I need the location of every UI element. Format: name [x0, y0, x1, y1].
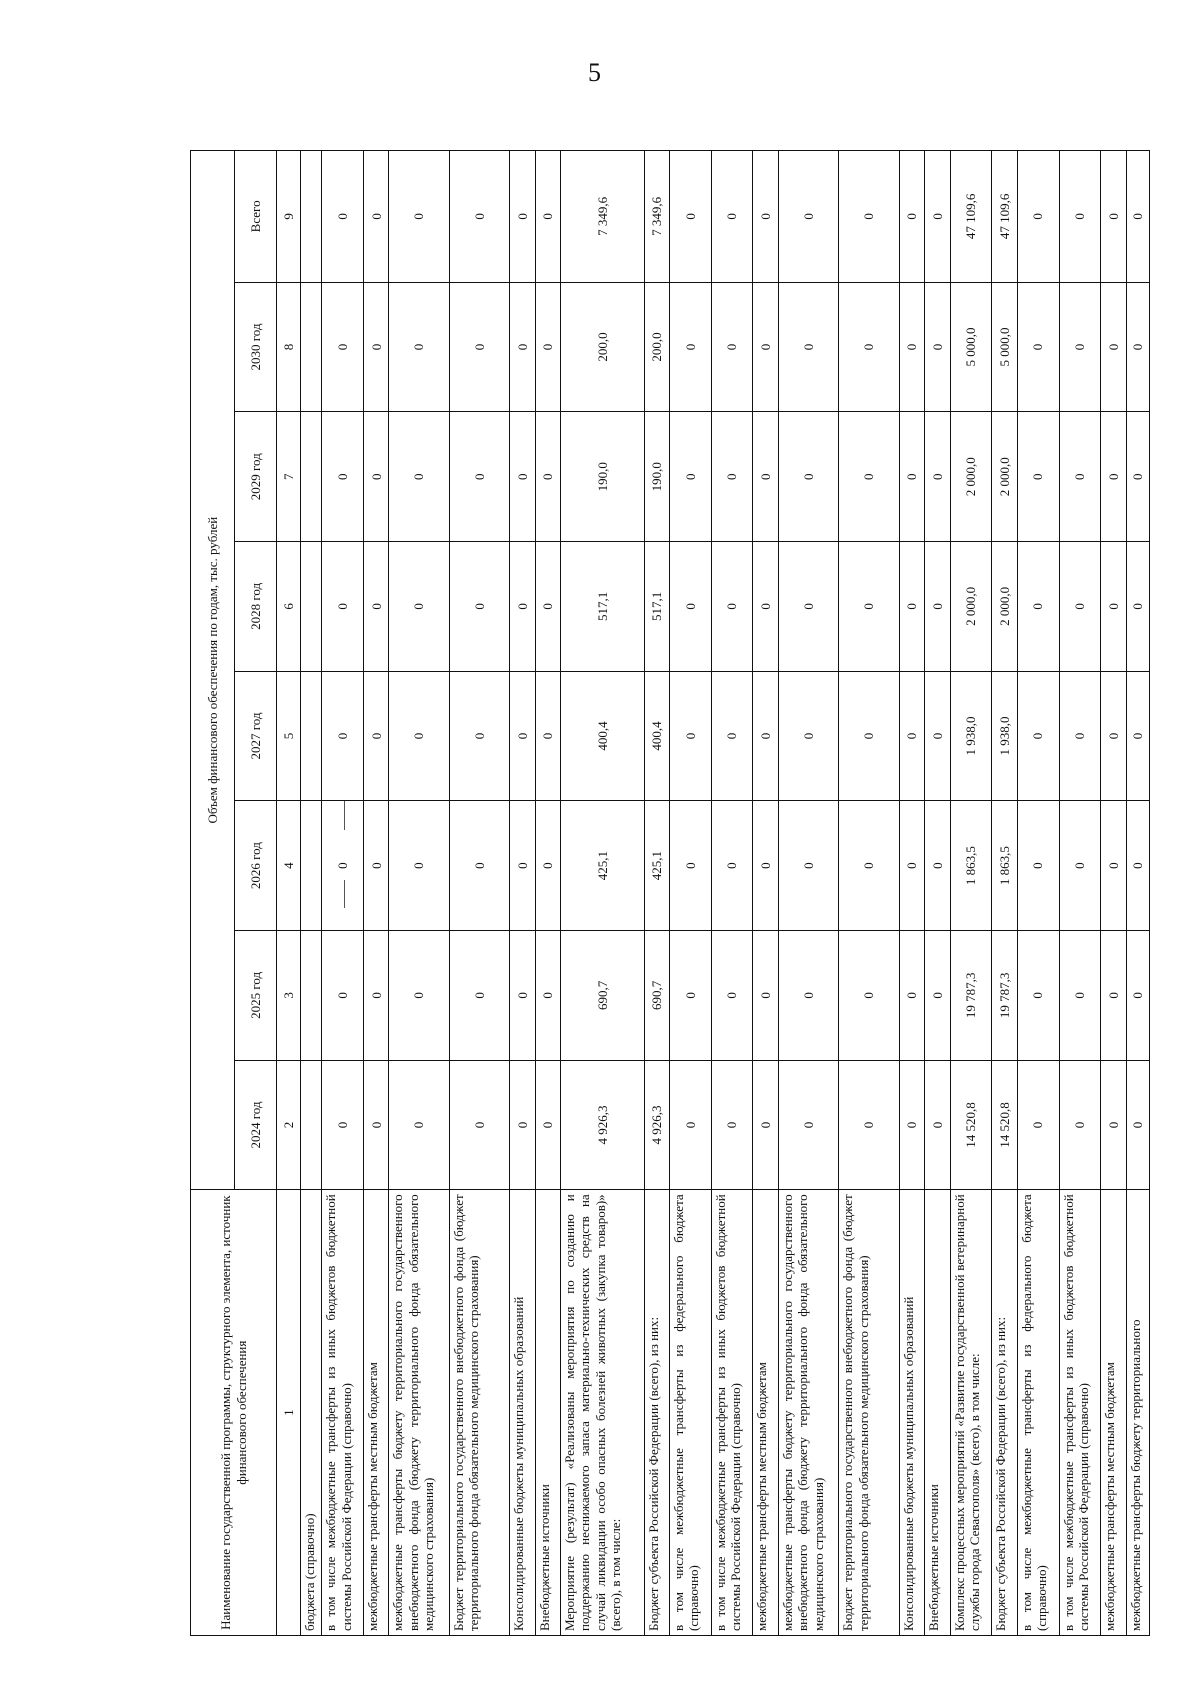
total-cell: 0 [1059, 151, 1101, 283]
year-value-cell: 5 000,0 [992, 282, 1018, 412]
total-cell: 0 [449, 151, 509, 283]
total-cell: 0 [778, 151, 838, 283]
column-number: 5 [277, 671, 301, 801]
year-value-cell: 1 938,0 [992, 671, 1018, 801]
year-value-cell: 0 [322, 671, 364, 801]
year-value-cell: 14 520,8 [992, 1060, 1018, 1190]
year-value-cell: 0 [1101, 542, 1127, 672]
row-name-cell: межбюджетные трансферты бюджету территориального государственного внебюджетного фонда (бюджету территориального фонда обязательного медицинского страхования) [778, 1190, 838, 1636]
table-row [389, 151, 449, 1636]
year-value-cell: 0 [363, 282, 389, 412]
row-name-cell: в том числе межбюджетные трансферты из иных бюджетов бюджетной системы Российской Федерации (справочно) [1059, 1190, 1101, 1636]
year-value-cell: 0 [363, 671, 389, 801]
year-value-cell: 0 [535, 671, 561, 801]
year-header: 2025 год [235, 931, 277, 1061]
year-value-cell: 0 [1101, 412, 1127, 542]
table-row [1101, 151, 1127, 1636]
table-row [1059, 151, 1101, 1636]
year-value-cell: 0 [1017, 282, 1059, 412]
row-name-cell: в том числе межбюджетные трансферты из федерального бюджета (справочно) [670, 1190, 712, 1636]
year-value-cell: 1 863,5 [992, 801, 1018, 931]
total-cell: 0 [839, 151, 899, 283]
year-value-cell: 0 [778, 412, 838, 542]
name-column-header: Наименование государственной программы, структурного элемента, источник финансового обеспечения [191, 1190, 277, 1636]
year-value-cell: 0 [510, 282, 536, 412]
year-value-cell: 200,0 [561, 282, 644, 412]
column-number: 7 [277, 412, 301, 542]
year-value-cell: 0 [839, 931, 899, 1061]
year-value-cell: 0 [1059, 282, 1101, 412]
year-value-cell: 0 [711, 671, 753, 801]
page-number: 5 [588, 58, 601, 87]
total-cell: 47 109,6 [992, 151, 1018, 283]
year-value-cell: 0 [363, 931, 389, 1061]
year-value-cell: 0 [449, 1060, 509, 1190]
year-value-cell: 0 [449, 671, 509, 801]
table-row [950, 151, 992, 1636]
year-value-cell: 0 [322, 931, 364, 1061]
total-cell: 7 349,6 [561, 151, 644, 283]
table-row [510, 151, 536, 1636]
year-value-cell: 0 [322, 412, 364, 542]
total-cell: 7 349,6 [644, 151, 670, 283]
total-cell: 0 [1017, 151, 1059, 283]
year-value-cell: 0 [322, 542, 364, 672]
table-row [561, 151, 644, 1636]
column-number: 6 [277, 542, 301, 672]
year-value-cell: 0 [1059, 931, 1101, 1061]
year-value-cell: 0 [535, 1060, 561, 1190]
year-value-cell [301, 931, 322, 1061]
year-value-cell: 0 [389, 801, 449, 931]
row-name-cell: бюджета (справочно) [301, 1190, 322, 1636]
row-name-cell: в том числе межбюджетные трансферты из федерального бюджета (справочно) [1017, 1190, 1059, 1636]
year-value-cell: 0 [925, 931, 951, 1061]
year-header: 2024 год [235, 1060, 277, 1190]
year-value-cell: 425,1 [561, 801, 644, 931]
year-value-cell: 0 [322, 282, 364, 412]
column-numbers-row [277, 151, 301, 1636]
year-value-cell: 0 [839, 671, 899, 801]
year-value-cell: 0 [839, 412, 899, 542]
financing-table [190, 150, 1150, 1636]
year-value-cell: 0 [670, 801, 712, 931]
column-number: 9 [277, 151, 301, 283]
table-row [1126, 151, 1149, 1636]
year-value-cell: 0 [1126, 412, 1149, 542]
table-row [670, 151, 712, 1636]
table-row [992, 151, 1018, 1636]
year-value-cell: 0 [711, 801, 753, 931]
year-value-cell: 0 [389, 542, 449, 672]
year-value-cell: 0 [510, 1060, 536, 1190]
year-value-cell: 0 [670, 671, 712, 801]
table-row [899, 151, 925, 1636]
year-value-cell: 0 [839, 542, 899, 672]
year-value-cell: 0 [1017, 542, 1059, 672]
table-row [301, 151, 322, 1636]
year-value-cell: 190,0 [644, 412, 670, 542]
year-value-cell: 690,7 [561, 931, 644, 1061]
year-value-cell: 1 863,5 [950, 801, 992, 931]
year-value-cell: 0 [839, 1060, 899, 1190]
row-name-cell: межбюджетные трансферты местным бюджетам [363, 1190, 389, 1636]
year-value-cell: 0 [711, 412, 753, 542]
year-value-cell: 0 [839, 282, 899, 412]
year-value-cell: 4 926,3 [561, 1060, 644, 1190]
table-row [839, 151, 899, 1636]
row-name-cell: Внебюджетные источники [535, 1190, 561, 1636]
table-row [449, 151, 509, 1636]
row-name-cell: Бюджет субъекта Российской Федерации (всего), из них: [644, 1190, 670, 1636]
table-row [535, 151, 561, 1636]
total-cell [301, 151, 322, 283]
table-row [778, 151, 838, 1636]
year-value-cell: 0 [1126, 801, 1149, 931]
year-value-cell: 0 [535, 542, 561, 672]
row-name-cell: межбюджетные трансферты местным бюджетам [753, 1190, 779, 1636]
row-name-cell: межбюджетные трансферты бюджету территориального [1126, 1190, 1149, 1636]
table-row [644, 151, 670, 1636]
year-value-cell: 0 [1017, 931, 1059, 1061]
total-cell: 47 109,6 [950, 151, 992, 283]
row-name-cell: в том числе межбюджетные трансферты из иных бюджетов бюджетной системы Российской Федерации (справочно) [711, 1190, 753, 1636]
year-value-cell: 2 000,0 [992, 542, 1018, 672]
year-value-cell: 0 [1017, 801, 1059, 931]
year-value-cell: 0 [1017, 412, 1059, 542]
year-value-cell: 0 [899, 801, 925, 931]
year-value-cell: 0 [363, 801, 389, 931]
year-value-cell: 400,4 [644, 671, 670, 801]
year-value-cell: 0 [1059, 1060, 1101, 1190]
year-value-cell: 0 [510, 412, 536, 542]
year-value-cell: 0 [670, 542, 712, 672]
total-cell: 0 [899, 151, 925, 283]
year-value-cell [301, 412, 322, 542]
year-value-cell: 0 [925, 282, 951, 412]
year-value-cell: 425,1 [644, 801, 670, 931]
year-value-cell: 0 [753, 282, 779, 412]
year-value-cell: 0 [925, 412, 951, 542]
year-value-cell: 517,1 [644, 542, 670, 672]
year-value-cell: 0 [389, 412, 449, 542]
year-value-cell: 0 [1017, 1060, 1059, 1190]
row-name-cell: Консолидированные бюджеты муниципальных образований [510, 1190, 536, 1636]
table-row [711, 151, 753, 1636]
year-value-cell: 0 [1126, 282, 1149, 412]
total-cell: 0 [925, 151, 951, 283]
year-value-cell: 0 [322, 1060, 364, 1190]
year-value-cell: 0 [899, 542, 925, 672]
table-row [363, 151, 389, 1636]
year-value-cell: 0 [778, 801, 838, 931]
rotated-content [190, 150, 1150, 1636]
year-value-cell: 0 [322, 801, 364, 931]
total-cell: 0 [363, 151, 389, 283]
year-value-cell: 0 [899, 412, 925, 542]
year-value-cell [301, 671, 322, 801]
year-header: 2028 год [235, 542, 277, 672]
row-name-cell: в том числе межбюджетные трансферты из иных бюджетов бюджетной системы Российской Федерации (справочно) [322, 1190, 364, 1636]
year-value-cell: 0 [925, 1060, 951, 1190]
total-cell: 0 [389, 151, 449, 283]
year-value-cell: 0 [753, 1060, 779, 1190]
year-value-cell: 0 [899, 282, 925, 412]
year-value-cell: 0 [1101, 1060, 1127, 1190]
row-name-cell: Бюджет территориального государственного внебюджетного фонда (бюджет территориального фонда обязательного медицинского страхования) [839, 1190, 899, 1636]
row-name-cell: Комплекс процессных мероприятий «Развитие государственной ветеринарной службы города Севастополя» (всего), в том числе: [950, 1190, 992, 1636]
year-header: 2029 год [235, 412, 277, 542]
year-value-cell: 0 [778, 1060, 838, 1190]
year-value-cell: 0 [1126, 542, 1149, 672]
total-cell: 0 [753, 151, 779, 283]
row-name-cell: межбюджетные трансферты бюджету территориального государственного внебюджетного фонда (бюджету территориального фонда обязательного медицинского страхования) [389, 1190, 449, 1636]
year-value-cell: 0 [899, 931, 925, 1061]
year-value-cell: 0 [449, 542, 509, 672]
year-header: 2030 год [235, 282, 277, 412]
year-value-cell: 0 [778, 671, 838, 801]
column-number: 2 [277, 1060, 301, 1190]
year-header: 2026 год [235, 801, 277, 931]
row-name-cell: Внебюджетные источники [925, 1190, 951, 1636]
total-cell: 0 [1126, 151, 1149, 283]
year-value-cell: 0 [535, 412, 561, 542]
year-value-cell: 0 [711, 282, 753, 412]
year-value-cell: 0 [1126, 1060, 1149, 1190]
year-value-cell: 0 [778, 282, 838, 412]
year-value-cell: 690,7 [644, 931, 670, 1061]
year-value-cell: 0 [711, 542, 753, 672]
year-value-cell [301, 282, 322, 412]
year-value-cell: 0 [670, 412, 712, 542]
year-value-cell: 0 [1126, 671, 1149, 801]
table-row [1017, 151, 1059, 1636]
total-cell: 0 [322, 151, 364, 283]
row-name-cell: межбюджетные трансферты местным бюджетам [1101, 1190, 1127, 1636]
total-cell: 0 [535, 151, 561, 283]
year-value-cell: 0 [1059, 412, 1101, 542]
year-value-cell: 0 [449, 931, 509, 1061]
year-value-cell: 0 [753, 801, 779, 931]
total-cell: 0 [510, 151, 536, 283]
year-value-cell: 0 [1059, 542, 1101, 672]
year-value-cell: 0 [899, 1060, 925, 1190]
year-value-cell: 5 000,0 [950, 282, 992, 412]
year-value-cell: 0 [510, 801, 536, 931]
year-value-cell: 0 [1101, 801, 1127, 931]
year-value-cell: 0 [1126, 931, 1149, 1061]
year-value-cell: 0 [839, 801, 899, 931]
year-value-cell: 14 520,8 [950, 1060, 992, 1190]
year-value-cell: 0 [899, 671, 925, 801]
row-name-cell: Мероприятие (результат) «Реализованы мероприятия по созданию и поддержанию неснижаемого запаса материально-технических средств на случай ликвидации особо опасных болезней животных (закупка товаров)» (всего), в том числе: [561, 1190, 644, 1636]
year-value-cell: 2 000,0 [950, 542, 992, 672]
year-value-cell: 0 [711, 931, 753, 1061]
year-value-cell: 0 [1101, 931, 1127, 1061]
year-value-cell: 0 [1017, 671, 1059, 801]
row-name-cell: Бюджет территориального государственного внебюджетного фонда (бюджет территориального фонда обязательного медицинского страхования) [449, 1190, 509, 1636]
year-value-cell: 0 [535, 931, 561, 1061]
column-number: 1 [277, 1190, 301, 1636]
year-value-cell: 0 [510, 542, 536, 672]
year-value-cell: 2 000,0 [950, 412, 992, 542]
year-value-cell [301, 1060, 322, 1190]
year-value-cell: 19 787,3 [992, 931, 1018, 1061]
year-value-cell: 0 [711, 1060, 753, 1190]
year-value-cell: 0 [389, 931, 449, 1061]
header-group-row [191, 151, 235, 1636]
year-value-cell: 0 [670, 931, 712, 1061]
year-value-cell: 0 [449, 412, 509, 542]
year-value-cell: 0 [778, 542, 838, 672]
volume-group-header: Объем финансового обеспечения по годам, тыс. рублей [191, 151, 235, 1190]
financing-table-sheet [190, 150, 1150, 1636]
year-value-cell: 0 [925, 542, 951, 672]
year-value-cell: 0 [753, 412, 779, 542]
year-value-cell: 400,4 [561, 671, 644, 801]
year-value-cell: 0 [510, 671, 536, 801]
year-value-cell: 0 [363, 412, 389, 542]
table-body [301, 151, 1150, 1636]
year-value-cell: 517,1 [561, 542, 644, 672]
column-number: 4 [277, 801, 301, 931]
column-number: 8 [277, 282, 301, 412]
year-value-cell: 2 000,0 [992, 412, 1018, 542]
table-row [753, 151, 779, 1636]
year-value-cell: 190,0 [561, 412, 644, 542]
total-cell: 0 [711, 151, 753, 283]
year-value-cell: 4 926,3 [644, 1060, 670, 1190]
year-value-cell: 200,0 [644, 282, 670, 412]
year-value-cell: 0 [1059, 671, 1101, 801]
year-value-cell: 19 787,3 [950, 931, 992, 1061]
total-cell: 0 [1101, 151, 1127, 283]
year-value-cell: 0 [449, 282, 509, 412]
year-value-cell: 0 [389, 671, 449, 801]
year-value-cell: 0 [1059, 801, 1101, 931]
year-value-cell: 0 [753, 542, 779, 672]
year-value-cell: 0 [535, 801, 561, 931]
year-value-cell: 0 [1101, 282, 1127, 412]
row-name-cell: Консолидированные бюджеты муниципальных образований [899, 1190, 925, 1636]
year-header: 2027 год [235, 671, 277, 801]
row-name-cell: Бюджет субъекта Российской Федерации (всего), из них: [992, 1190, 1018, 1636]
column-number: 3 [277, 931, 301, 1061]
year-value-cell: 0 [363, 542, 389, 672]
year-value-cell: 0 [670, 282, 712, 412]
total-cell: 0 [670, 151, 712, 283]
year-value-cell [301, 801, 322, 931]
year-value-cell [301, 542, 322, 672]
year-value-cell: 0 [925, 671, 951, 801]
year-value-cell: 0 [389, 1060, 449, 1190]
year-value-cell: 0 [925, 801, 951, 931]
year-value-cell: 0 [670, 1060, 712, 1190]
year-value-cell: 0 [535, 282, 561, 412]
year-value-cell: 0 [510, 931, 536, 1061]
year-value-cell: 0 [363, 1060, 389, 1190]
table-row [925, 151, 951, 1636]
table-row [322, 151, 364, 1636]
year-value-cell: 0 [389, 282, 449, 412]
year-value-cell: 0 [778, 931, 838, 1061]
year-value-cell: 0 [753, 671, 779, 801]
year-value-cell: 0 [1101, 671, 1127, 801]
year-value-cell: 0 [753, 931, 779, 1061]
year-value-cell: 1 938,0 [950, 671, 992, 801]
total-header: Всего [235, 151, 277, 283]
year-value-cell: 0 [449, 801, 509, 931]
